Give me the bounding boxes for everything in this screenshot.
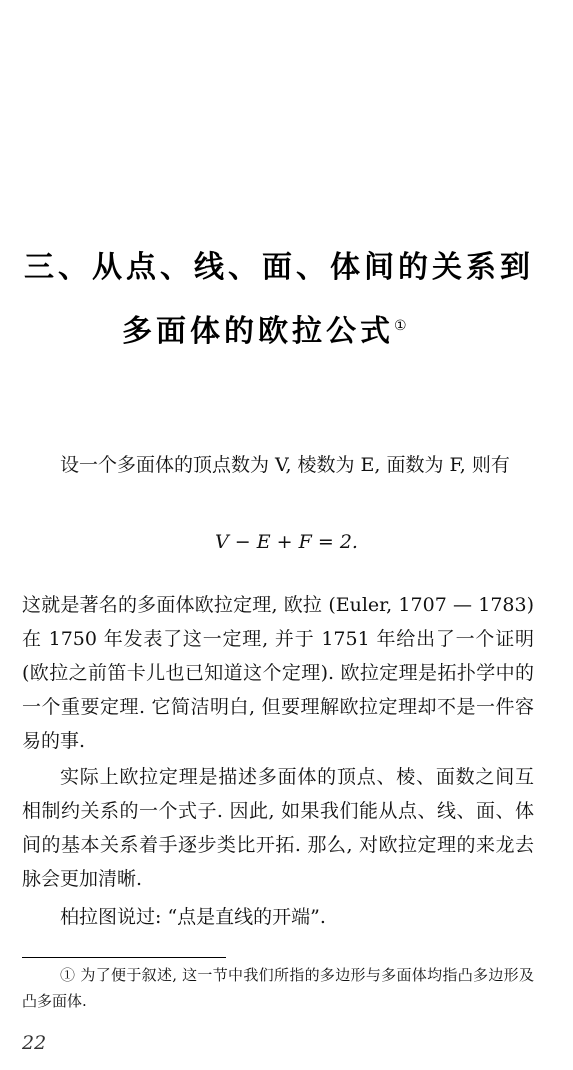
chapter-title-line2 (122, 306, 552, 350)
footnote-divider (22, 957, 226, 958)
paragraph-4: 柏拉图说过: “点是直线的开端”. (60, 906, 326, 928)
paragraph-3: 实际上欧拉定理是描述多面体的顶点、棱、面数之间互相制约关系的一个式子. 因此, 如果我们能从点、线、面、体间的基本关系着手逐步类比开拓. 那么, 对欧拉定理的来龙去脉会更加清晰. (22, 766, 534, 890)
page-number: 22 (22, 1032, 47, 1054)
footnote-text: ① 为了便于叙述, 这一节中我们所指的多边形与多面体均指凸多边形及凸多面体. (22, 966, 534, 1010)
euler-formula: V − E + F = 2. (215, 531, 358, 553)
paragraph-1: 设一个多面体的顶点数为 V, 棱数为 E, 面数为 F, 则有 (60, 454, 510, 476)
chapter-title-text-1: 三、从点、线、面、体间的关系到 (24, 250, 534, 285)
footnote-marker[interactable]: ① (394, 318, 407, 334)
chapter-title-line1 (24, 242, 554, 286)
chapter-title-text-2: 多面体的欧拉公式 (122, 314, 394, 349)
paragraph-2: 这就是著名的多面体欧拉定理, 欧拉 (Euler, 1707 — 1783) 在 1750 年发表了这一定理, 并于 1751 年给出了一个证明 (欧拉之前笛卡儿也已知道这个定理). 欧拉定理是拓扑学中的一个重要定理. 它简洁明白, 但要理解欧拉定理却不是一件容易的事. (22, 594, 534, 752)
